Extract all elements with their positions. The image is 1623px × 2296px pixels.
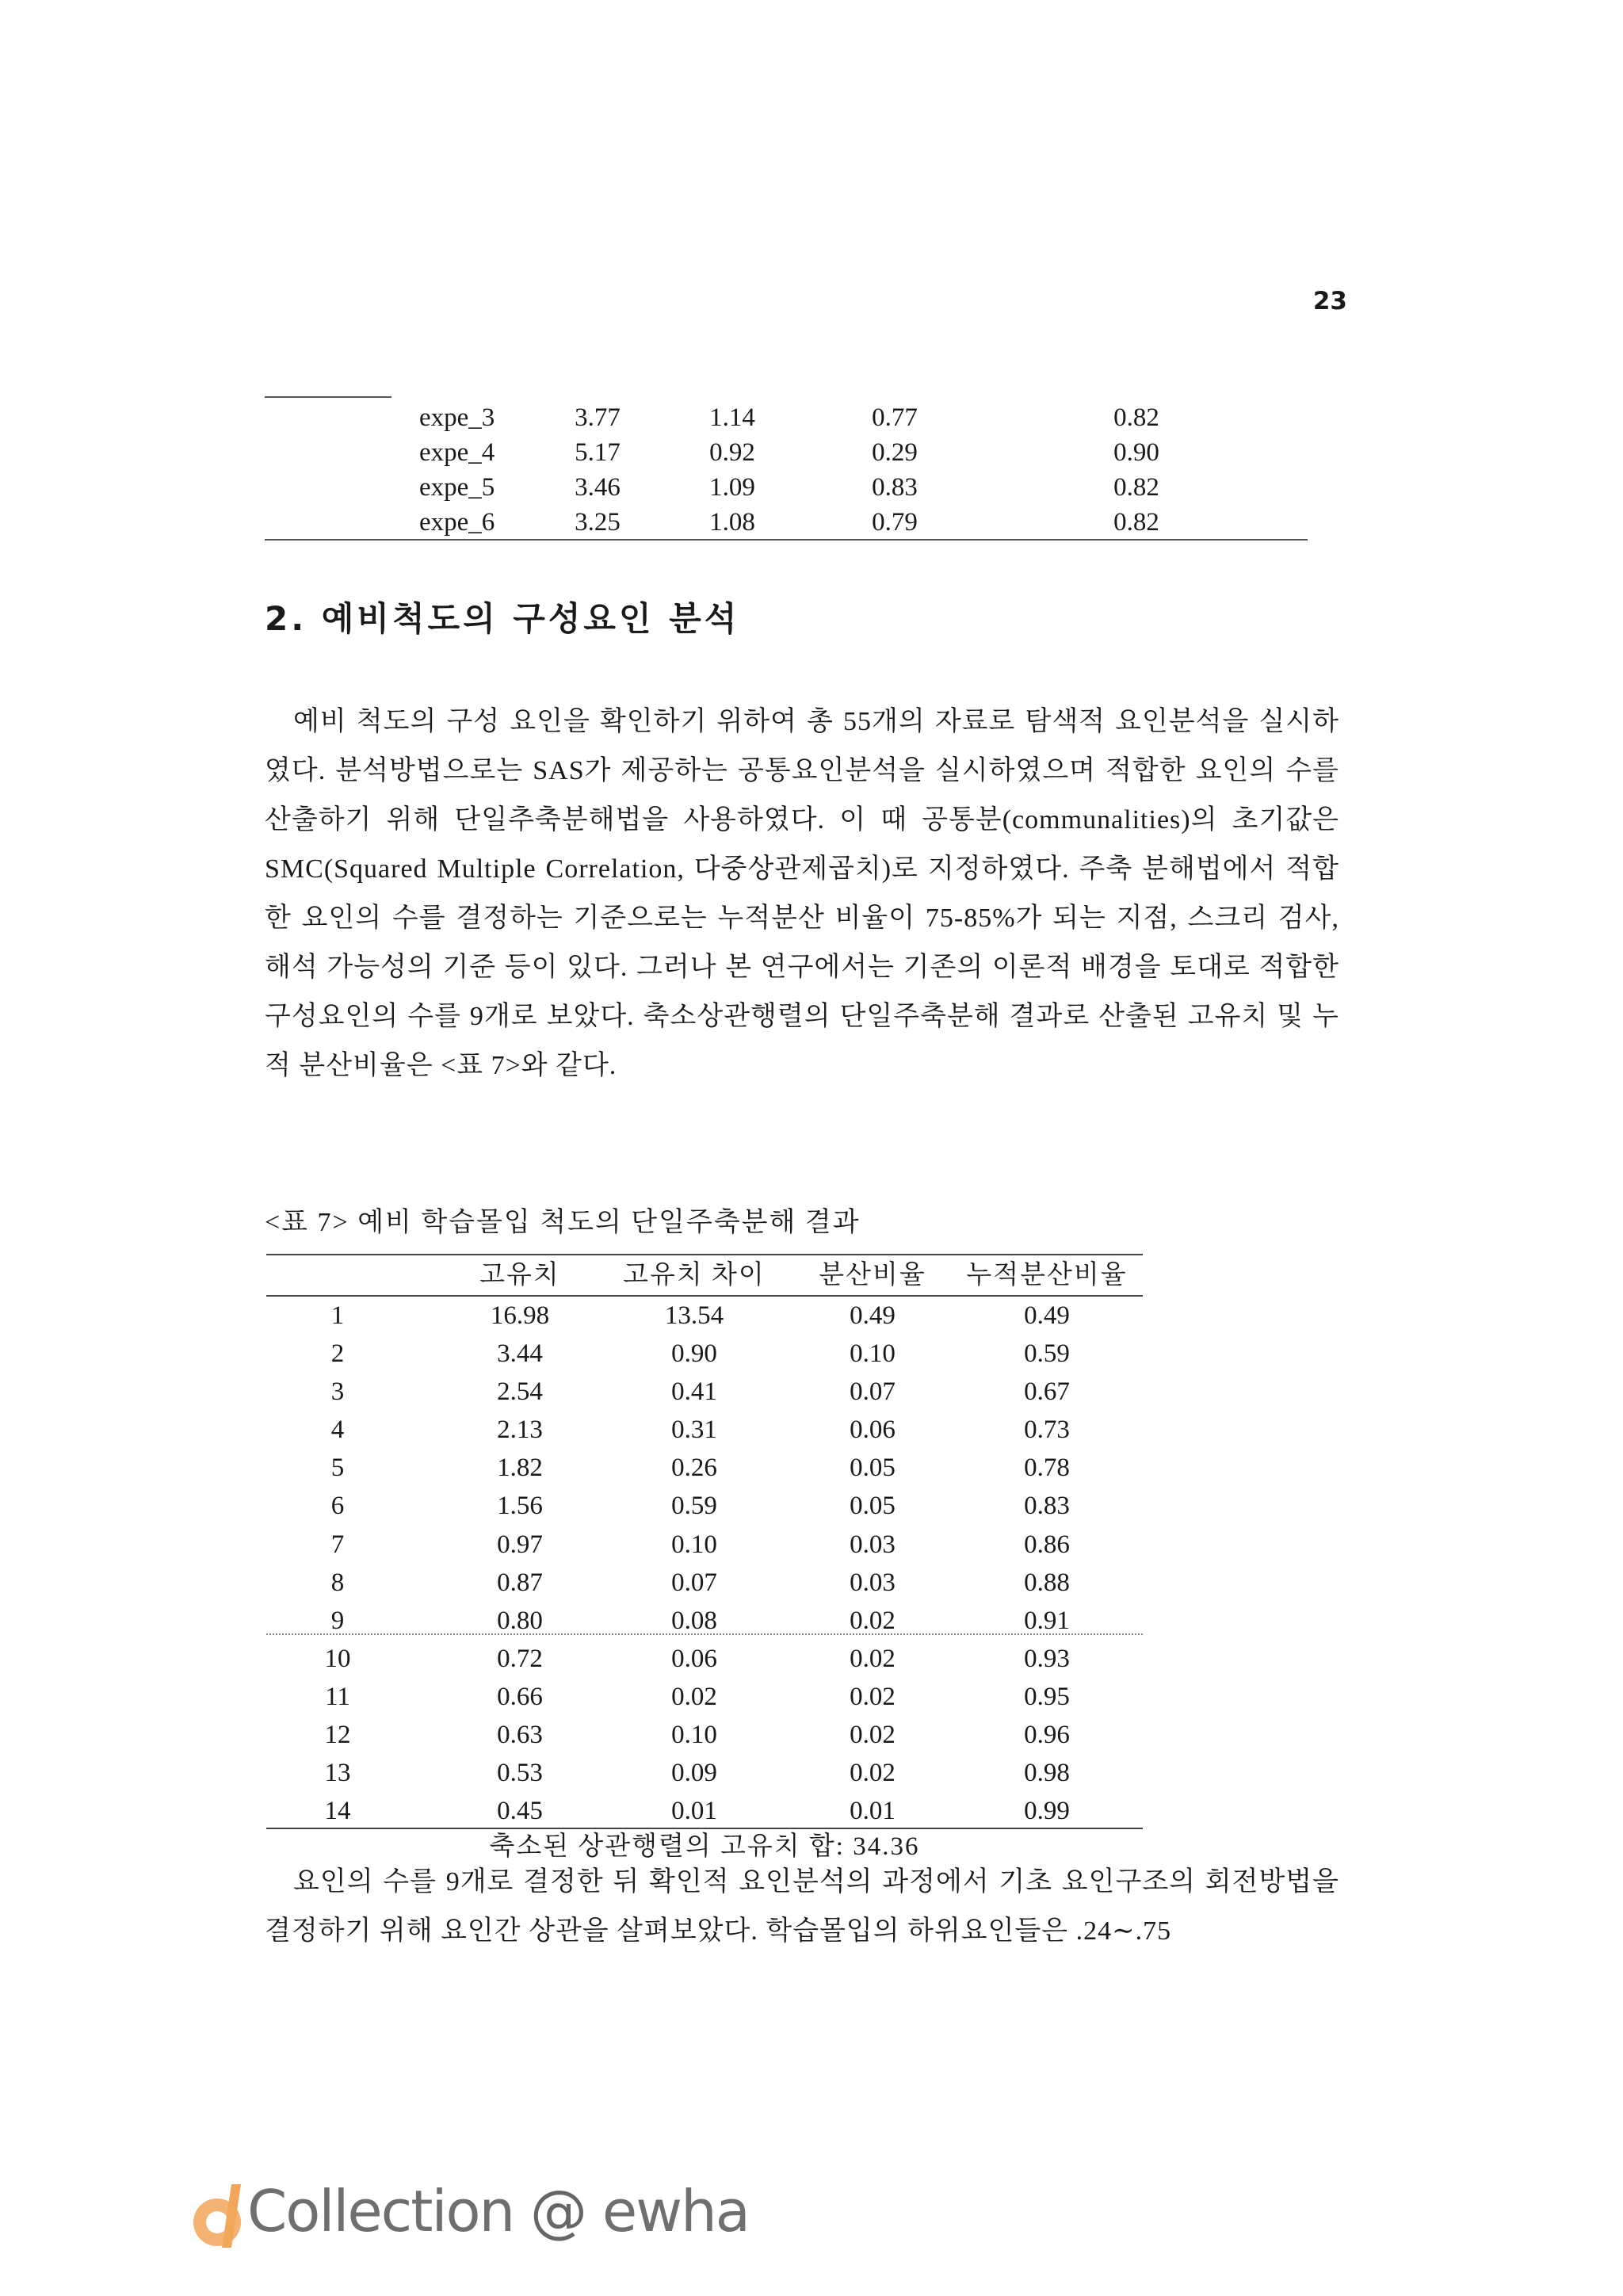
logo-org-text: ewha xyxy=(601,2178,749,2244)
table7-cell: 3 xyxy=(330,1377,345,1407)
table7-cell: 0.67 xyxy=(1024,1377,1070,1407)
table7-cell: 0.93 xyxy=(1024,1644,1070,1673)
table7-cell: 1 xyxy=(330,1301,345,1330)
table-row xyxy=(265,470,1308,505)
table7-cell: 0.01 xyxy=(671,1797,717,1826)
table7-cell: 16.98 xyxy=(490,1301,550,1330)
table7-header-cell: 누적분산비율 xyxy=(966,1261,1128,1289)
table7-cell: 5 xyxy=(330,1454,345,1483)
table7-cell: 13.54 xyxy=(664,1301,724,1330)
table7-cell: 0.06 xyxy=(850,1415,896,1445)
table-cell: 1.09 xyxy=(709,473,755,502)
table7-cell: 0.41 xyxy=(671,1377,717,1407)
table7-cell: 0.99 xyxy=(1024,1797,1070,1826)
table7-cell: 0.45 xyxy=(497,1797,543,1826)
table7-cell: 6 xyxy=(330,1492,345,1521)
table7-row xyxy=(266,1335,1143,1373)
table7-cell: 0.95 xyxy=(1024,1682,1070,1711)
table7-cell: 3.44 xyxy=(497,1339,543,1369)
table7-header-cell: 고유치 xyxy=(479,1261,560,1289)
table7-cell: 0.10 xyxy=(671,1530,717,1559)
table7-cell: 0.08 xyxy=(671,1606,717,1635)
table-cell: expe_4 xyxy=(419,438,495,467)
table7-cell: 2.13 xyxy=(497,1415,543,1445)
table-cell: 0.82 xyxy=(1113,403,1159,432)
table7-cell: 0.98 xyxy=(1024,1759,1070,1788)
table7-cell: 0.26 xyxy=(671,1454,717,1483)
table7-cell: 0.78 xyxy=(1024,1454,1070,1483)
table7-row xyxy=(266,1526,1143,1564)
body-paragraph-1: 예비 척도의 구성 요인을 확인하기 위하여 총 55개의 자료로 탐색적 요인분석을 실시하였다. 분석방법으로는 SAS가 제공하는 공통요인분석을 실시하였으며 적합한 요인의 수를 산출하기 위해 단일추축분해법을 사용하였다. 이 때 공통분(communalities)의 초기값은 SMC(Squared Multiple Correlation, 다중상관제곱치)로 지정하였다. 주축 분해법에서 적합한 요인의 수를 결정하는 기준으로는 누적분산 비율이 75-85%가 되는 지점, 스크리 검사, 해석 가능성의 기준 등이 있다. 그러나 본 연구에서는 기존의 이론적 배경을 토대로 적합한 구성요인의 수를 9개로 보았다. 축소상관행렬의 단일주축분해 결과로 산출된 고유치 및 누적 분산비율은 <표 7>와 같다. xyxy=(265,707,1339,1080)
table7-cell: 0.06 xyxy=(671,1644,717,1673)
table7-header-cell: 고유치 차이 xyxy=(623,1261,766,1289)
dcollection-mark-icon xyxy=(184,2176,255,2256)
table-top-rule xyxy=(265,396,391,398)
table7-row xyxy=(266,1564,1143,1602)
table7-top-rule xyxy=(266,1254,1143,1255)
table7-cell: 0.80 xyxy=(497,1606,543,1635)
table7-cell: 0.86 xyxy=(1024,1530,1070,1559)
table7-cell: 0.88 xyxy=(1024,1568,1070,1597)
table7-cell: 0.49 xyxy=(1024,1301,1070,1330)
table7-cell: 0.10 xyxy=(850,1339,896,1369)
table7-row xyxy=(266,1373,1143,1411)
table7-cell: 8 xyxy=(330,1568,345,1597)
table7-cell: 0.05 xyxy=(850,1454,896,1483)
table-cell: expe_3 xyxy=(419,403,495,432)
logo-collection-text: Collection xyxy=(247,2178,514,2244)
table7-row xyxy=(266,1716,1143,1754)
table7-header-cell: 분산비율 xyxy=(819,1261,926,1289)
continued-table xyxy=(265,400,1308,540)
dcollection-logo xyxy=(184,2176,754,2256)
table-row xyxy=(265,435,1308,470)
table-cell: 3.46 xyxy=(575,473,621,502)
table7-cell: 10 xyxy=(324,1644,351,1673)
table7-cell: 0.02 xyxy=(850,1644,896,1673)
table7-cell: 0.02 xyxy=(850,1759,896,1788)
table-caption: <표 7> 예비 학습몰입 척도의 단일주축분해 결과 xyxy=(265,1208,861,1237)
table7-cell: 0.02 xyxy=(850,1606,896,1635)
table7-footer: 축소된 상관행렬의 고유치 합: 34.36 xyxy=(489,1832,920,1861)
table7-cell: 0.90 xyxy=(671,1339,717,1369)
table-cell: 0.82 xyxy=(1113,508,1159,537)
table7-cell: 1.56 xyxy=(497,1492,543,1521)
section-heading: 2. 예비척도의 구성요인 분석 xyxy=(265,599,740,638)
table-cell: 1.08 xyxy=(709,508,755,537)
table7-cell: 0.02 xyxy=(850,1721,896,1750)
table7-cell: 0.96 xyxy=(1024,1721,1070,1750)
table7-cell: 0.72 xyxy=(497,1644,543,1673)
table7-dotted-separator xyxy=(266,1633,1143,1635)
table7-cell: 0.73 xyxy=(1024,1415,1070,1445)
table-cell: 0.29 xyxy=(872,438,918,467)
table-cell: expe_5 xyxy=(419,473,495,502)
table7-cell: 0.07 xyxy=(671,1568,717,1597)
table7-cell: 0.07 xyxy=(850,1377,896,1407)
table7-cell: 0.01 xyxy=(850,1797,896,1826)
table-cell: 0.79 xyxy=(872,508,918,537)
table7-row xyxy=(266,1754,1143,1792)
table7-row xyxy=(266,1640,1143,1678)
table-cell: expe_6 xyxy=(419,508,495,537)
table7-cell: 0.87 xyxy=(497,1568,543,1597)
page-number: 23 xyxy=(1312,287,1347,315)
table7-cell: 0.53 xyxy=(497,1759,543,1788)
table-cell: 3.77 xyxy=(575,403,621,432)
table7-cell: 12 xyxy=(324,1721,351,1750)
table7-row xyxy=(266,1792,1143,1830)
table7-cell: 0.05 xyxy=(850,1492,896,1521)
table7-cell: 0.02 xyxy=(850,1682,896,1711)
table7-row xyxy=(266,1487,1143,1525)
table-cell: 0.77 xyxy=(872,403,918,432)
table7-row xyxy=(266,1297,1143,1335)
logo-wordmark xyxy=(247,2178,749,2244)
table7-cell: 0.66 xyxy=(497,1682,543,1711)
table7-cell: 0.03 xyxy=(850,1530,896,1559)
table-cell: 0.82 xyxy=(1113,473,1159,502)
table7-cell: 14 xyxy=(324,1797,351,1826)
table7-cell: 9 xyxy=(330,1606,345,1635)
table-cell: 0.90 xyxy=(1113,438,1159,467)
table7-cell: 13 xyxy=(324,1759,351,1788)
table7-cell: 0.59 xyxy=(1024,1339,1070,1369)
table7-cell: 2 xyxy=(330,1339,345,1369)
table-cell: 5.17 xyxy=(575,438,621,467)
table-cell: 0.92 xyxy=(709,438,755,467)
logo-at-text: @ xyxy=(530,2178,586,2244)
table-cell: 3.25 xyxy=(575,508,621,537)
table7-cell: 0.63 xyxy=(497,1721,543,1750)
table7-cell: 0.59 xyxy=(671,1492,717,1521)
table7-cell: 11 xyxy=(325,1682,350,1711)
table7-row xyxy=(266,1411,1143,1449)
table7-row xyxy=(266,1678,1143,1716)
table7-cell: 2.54 xyxy=(497,1377,543,1407)
table-cell: 1.14 xyxy=(709,403,755,432)
table7-cell: 0.02 xyxy=(671,1682,717,1711)
table7-body xyxy=(266,1297,1143,1830)
table7-cell: 0.31 xyxy=(671,1415,717,1445)
table7-cell: 0.83 xyxy=(1024,1492,1070,1521)
table7-cell: 0.09 xyxy=(671,1759,717,1788)
table7-cell: 0.49 xyxy=(850,1301,896,1330)
body-paragraph-2: 요인의 수를 9개로 결정한 뒤 확인적 요인분석의 과정에서 기초 요인구조의 회전방법을 결정하기 위해 요인간 상관을 살펴보았다. 학습몰입의 하위요인들은 .24∼.75 xyxy=(265,1867,1339,1946)
table-row xyxy=(265,505,1308,540)
table7-cell: 0.10 xyxy=(671,1721,717,1750)
table7-cell: 0.97 xyxy=(497,1530,543,1559)
table7-cell: 7 xyxy=(330,1530,345,1559)
table7-cell: 0.91 xyxy=(1024,1606,1070,1635)
table7-cell: 0.03 xyxy=(850,1568,896,1597)
table7-cell: 4 xyxy=(330,1415,345,1445)
table-cell: 0.83 xyxy=(872,473,918,502)
table-bottom-rule xyxy=(265,539,1308,541)
table7-header-row xyxy=(266,1257,1143,1293)
table7-cell: 1.82 xyxy=(497,1454,543,1483)
table7-row xyxy=(266,1449,1143,1487)
table-row xyxy=(265,400,1308,435)
